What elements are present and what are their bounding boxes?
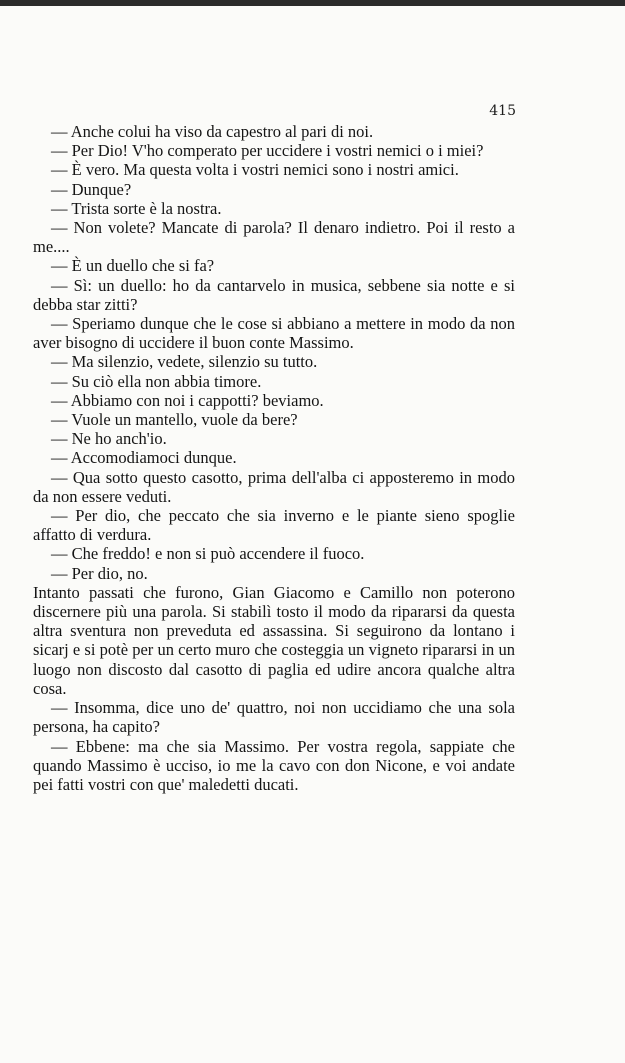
dialogue-line: — Per dio, no. xyxy=(51,563,148,583)
dialogue-line: — Qua sotto questo casotto, prima dell'alba ci apposteremo in modo da non essere veduti. xyxy=(33,467,515,506)
page-text xyxy=(33,122,515,794)
dialogue-line: — Non volete? Mancate di parola? Il denaro indietro. Poi il resto a me.... xyxy=(33,218,515,257)
dialogue-line: — Ebbene: ma che sia Massimo. Per vostra regola, sappiate che quando Massimo è ucciso, io me la cavo con don Nicone, e voi andate pei fatti vostri con que' maledetti ducati. xyxy=(33,736,515,794)
dialogue-line: — È vero. Ma questa volta i vostri nemici sono i nostri amici. xyxy=(51,160,459,180)
narrative-paragraph: Intanto passati che furono, Gian Giacomo e Camillo non poterono discernere più una parola. Si stabilì tosto il modo da ripararsi da questa altra sventura non preveduta ed assassina. Si seguirono da lontano i sicarj e si potè per un certo muro che costeggia un vigneto ripararsi in un luogo non discosto dal casotto di paglia ed udire ancora qualche altra cosa. xyxy=(33,582,515,698)
dialogue-line: — Su ciò ella non abbia timore. xyxy=(51,371,262,391)
dialogue-line: — Vuole un mantello, vuole da bere? xyxy=(51,410,298,430)
page-top-edge xyxy=(0,0,625,6)
dialogue-line: — Per Dio! V'ho comperato per uccidere i vostri nemici o i miei? xyxy=(51,141,484,161)
dialogue-line: — Sì: un duello: ho da cantarvelo in musica, sebbene sia notte e si debba star zitti? xyxy=(33,275,515,314)
dialogue-line: — Accomodiamoci dunque. xyxy=(51,448,237,468)
dialogue-line: — Trista sorte è la nostra. xyxy=(51,198,222,218)
dialogue-line: — Anche colui ha viso da capestro al pari di noi. xyxy=(51,122,374,141)
dialogue-line: — Insomma, dice uno de' quattro, noi non uccidiamo che una sola persona, ha capito? xyxy=(33,698,515,737)
page-number: 415 xyxy=(489,103,516,119)
dialogue-line: — Abbiamo con noi i cappotti? beviamo. xyxy=(51,390,324,410)
dialogue-line: — È un duello che si fa? xyxy=(51,256,215,276)
dialogue-line: — Ma silenzio, vedete, silenzio su tutto. xyxy=(51,352,318,372)
dialogue-line: — Dunque? xyxy=(51,179,132,199)
dialogue-line: — Per dio, che peccato che sia inverno e le piante sieno spoglie affatto di verdura. xyxy=(33,506,515,545)
dialogue-line: — Speriamo dunque che le cose si abbiano a mettere in modo da non aver bisogno di uccidere il buon conte Massimo. xyxy=(33,314,515,353)
dialogue-line: — Che freddo! e non si può accendere il fuoco. xyxy=(51,544,365,564)
dialogue-line: — Ne ho anch'io. xyxy=(51,429,167,449)
